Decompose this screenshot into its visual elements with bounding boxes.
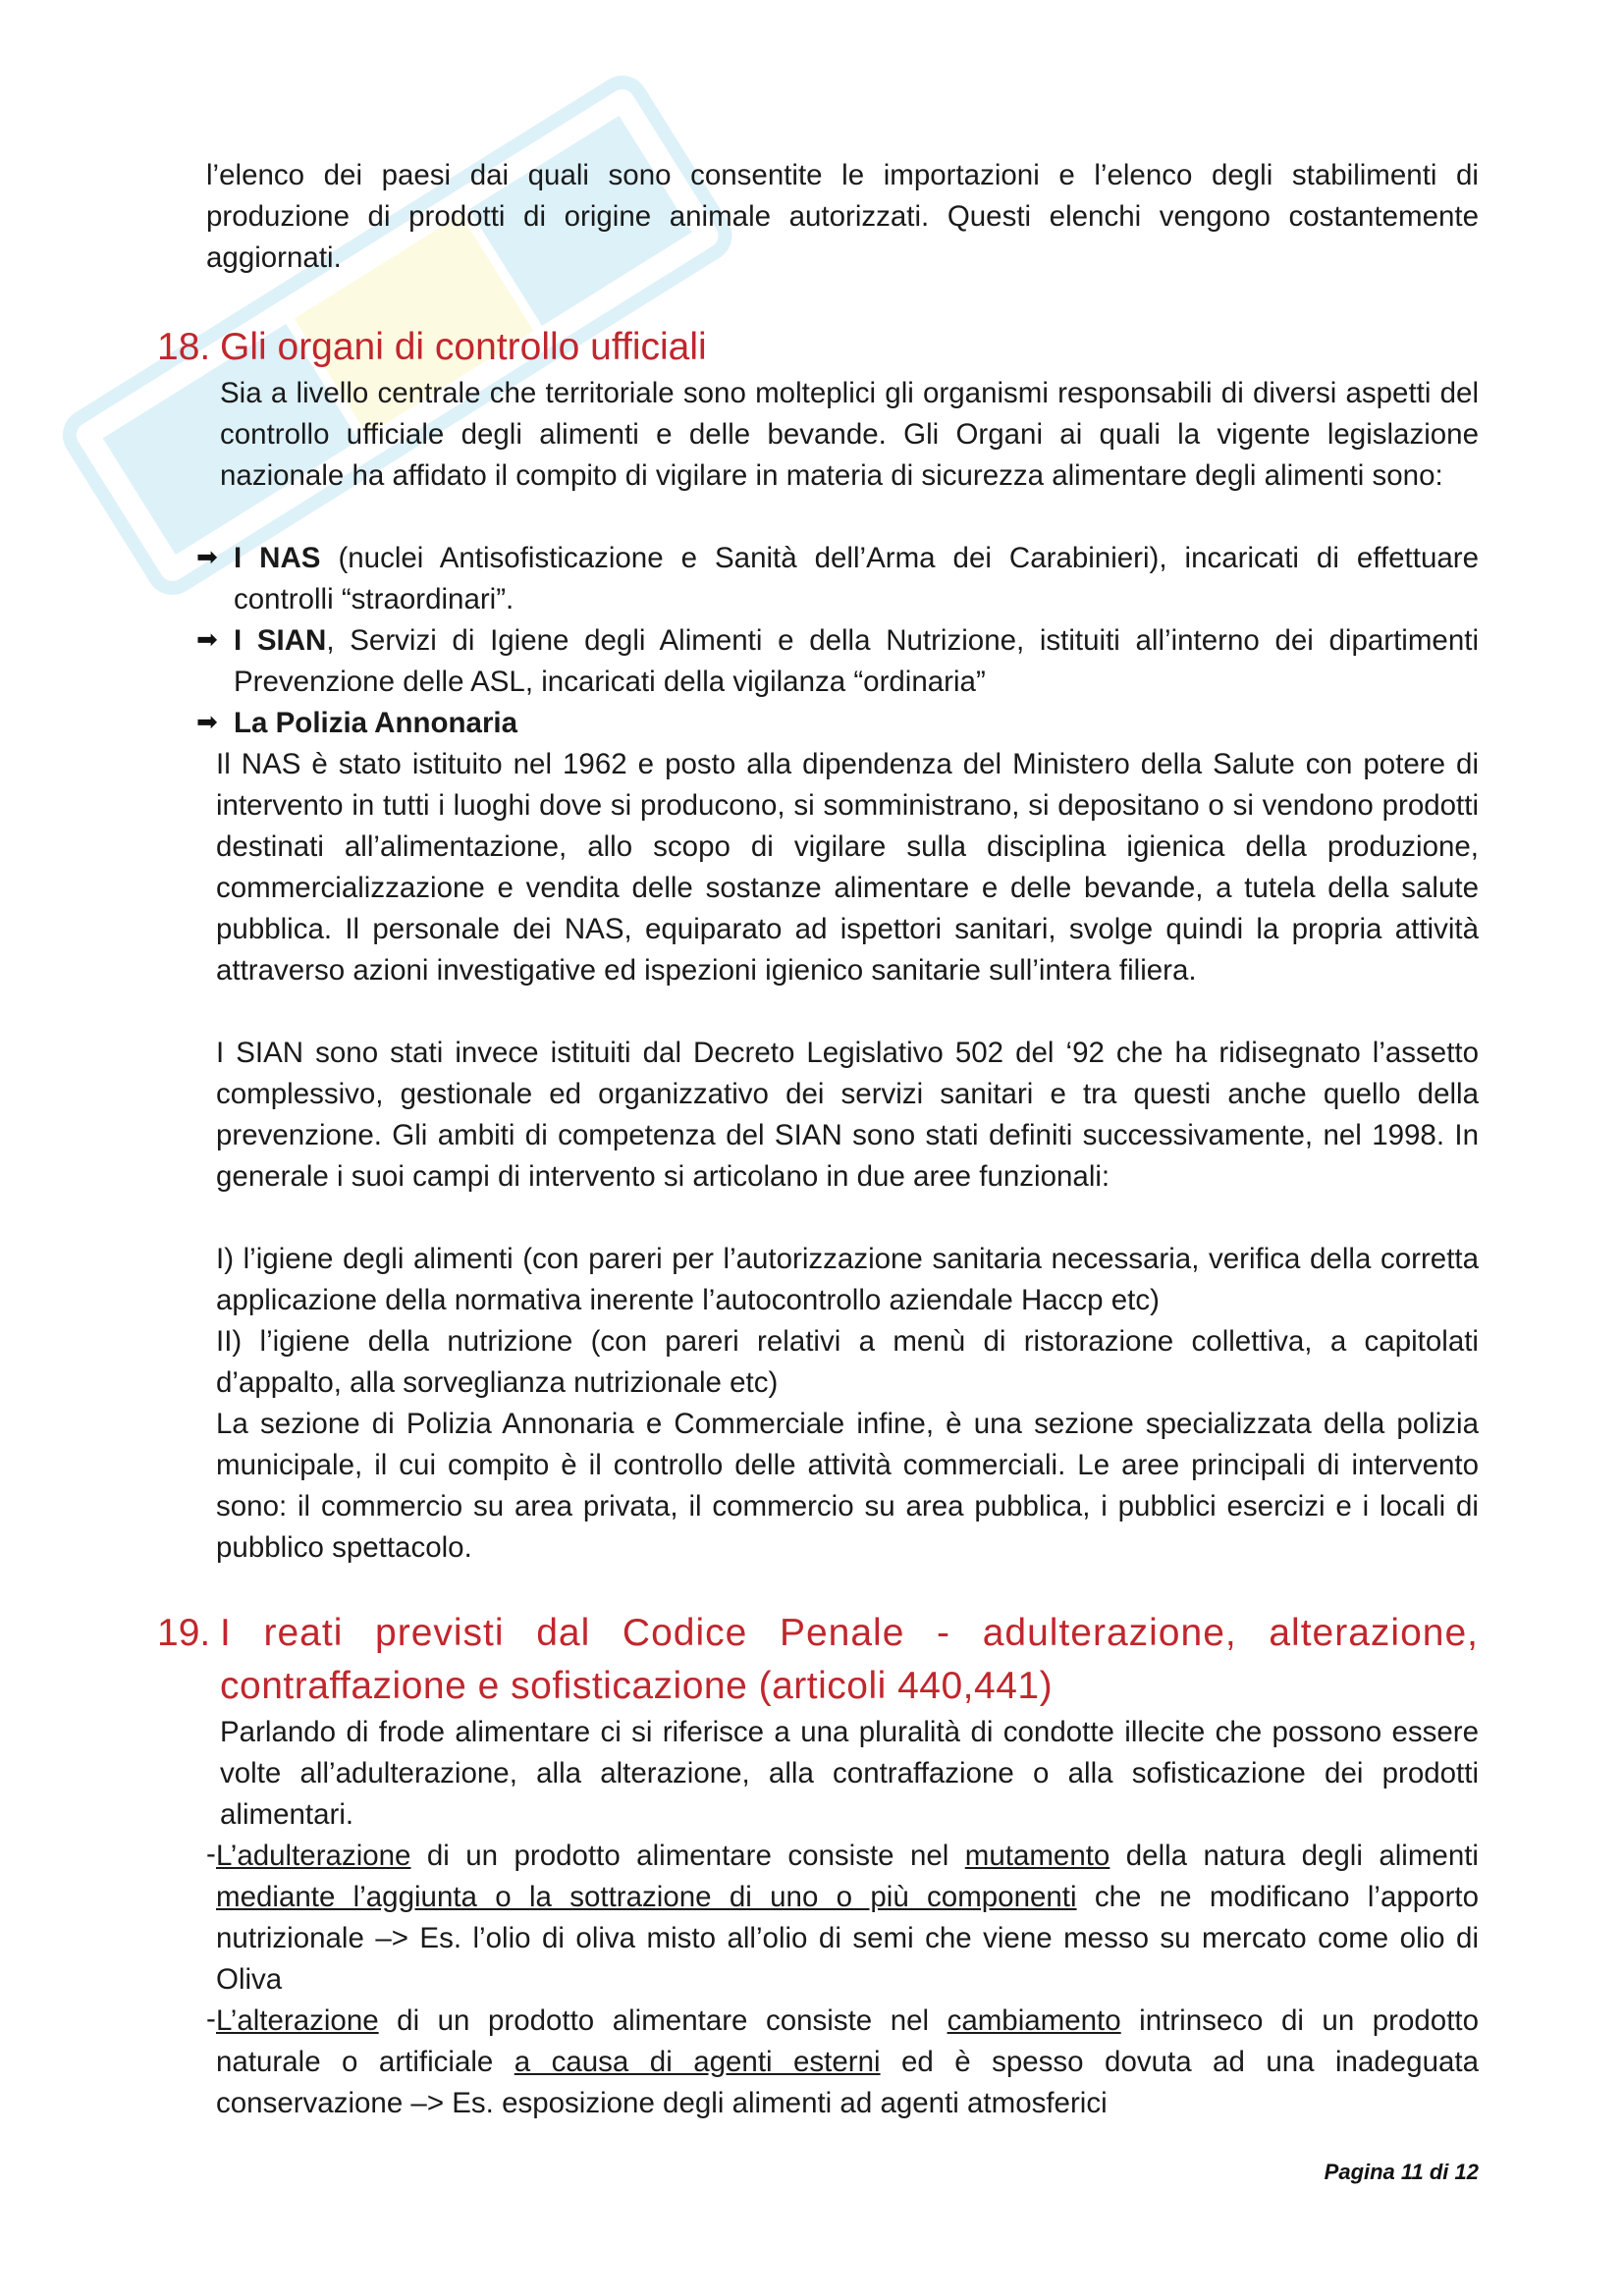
section-19-title-line2: contraffazione e sofisticazione (articoli 440,441) — [220, 1665, 1054, 1707]
section-18-title: Gli organi di controllo ufficiali — [220, 326, 707, 368]
alterazione-term: L’alterazione — [216, 2004, 379, 2037]
section-18-intro: Sia a livello centrale che territoriale sono molteplici gli organismi responsabili di diversi aspetti del controllo ufficiale degli alimenti e delle bevande. Gli Organi ai quali la vigente legislazione nazionale ha affidato il compito di vigilare in materia di sicurezza alimentare degli alimenti sono: — [220, 377, 1479, 492]
polizia-paragraph: La sezione di Polizia Annonaria e Commerciale infine, è una sezione specializzata della polizia municipale, il cui compito è il controllo delle attività commerciali. Le aree principali di intervento sono: il commercio su area privata, il commercio su area pubblica, i pubblici esercizi e i locali di pubblico spettacolo. — [216, 1408, 1479, 1564]
arrow-right-icon: ➡ — [196, 707, 218, 736]
sian-area-2: II) l’igiene della nutrizione (con pareri relativi a menù di ristorazione collettiva, a capitolati d’appalto, alla sorveglianza nutrizionale etc) — [216, 1325, 1479, 1399]
nas-paragraph: Il NAS è stato istituito nel 1962 e posto alla dipendenza del Ministero della Salute con potere di intervento in tutti i luoghi dove si producono, si somministrano, si depositano o si vendono prodotti destinati all’alimentazione, allo scopo di vigilare sulla disciplina igienica della produzione, commercializzazione e vendita delle sostanze alimentare e delle bevande, a tutela della salute pubblica. Il personale dei NAS, equiparato ad ispettori sanitari, svolge quindi la propria attività attraverso azioni investigative ed ispezioni igienico sanitarie sull’intera filiera. — [216, 748, 1479, 987]
sian-area-1: I) l’igiene degli alimenti (con pareri per l’autorizzazione sanitaria necessaria, verifica della corretta applicazione della normativa inerente l’autocontrollo aziendale Haccp etc) — [216, 1243, 1479, 1316]
arrow-right-icon: ➡ — [196, 542, 218, 571]
dash-bullet: - — [206, 2002, 216, 2035]
adulterazione-item: L’adulterazione di un prodotto alimentare consiste nel mutamento della natura degli alimenti mediante l’aggiunta o la sottrazione di uno o più componenti che ne modificano l’apporto nutrizionale –> Es. l’olio di oliva misto all’olio di semi che viene messo su mercato come olio di Oliva — [216, 1840, 1479, 1996]
bullet-nas — [234, 538, 1479, 620]
section-18-number: 18. — [157, 326, 211, 368]
arrow-right-icon: ➡ — [196, 624, 218, 654]
bullet-polizia-term: La Polizia Annonaria — [234, 707, 518, 739]
bullet-sian-term: I SIAN — [234, 624, 327, 657]
section-19-number: 19. — [157, 1612, 211, 1654]
intro-paragraph: l’elenco dei paesi dai quali sono consentite le importazioni e l’elenco degli stabilimenti di produzione di prodotti di origine animale autorizzati. Questi elenchi vengono costantemente aggiornati. — [206, 159, 1479, 274]
bullet-sian-text: , Servizi di Igiene degli Alimenti e della Nutrizione, istituiti all’interno dei dipartimenti Prevenzione delle ASL, incaricati della vigilanza “ordinaria” — [234, 624, 1479, 698]
bullet-polizia — [234, 703, 1479, 744]
section-19-title-line1: I reati previsti dal Codice Penale - adulterazione, alterazione, — [220, 1612, 1479, 1654]
dash-bullet: - — [206, 1838, 216, 1870]
bullet-nas-text: (nuclei Antisofisticazione e Sanità dell’Arma dei Carabinieri), incaricati di effettuare controlli “straordinari”. — [234, 542, 1479, 615]
bullet-sian — [234, 620, 1479, 703]
page-number: Pagina 11 di 12 — [1324, 2160, 1479, 2184]
sian-paragraph: I SIAN sono stati invece istituiti dal Decreto Legislativo 502 del ‘92 che ha ridisegnato l’assetto complessivo, gestionale ed organizzativo dei servizi sanitari e tra questi anche quello della prevenzione. Gli ambiti di competenza del SIAN sono stati definiti successivamente, nel 1998. In generale i suoi campi di intervento si articolano in due aree funzionali: — [216, 1037, 1479, 1193]
alterazione-item: L’alterazione di un prodotto alimentare consiste nel cambiamento intrinseco di un prodotto naturale o artificiale a causa di agenti esterni ed è spesso dovuta ad una inadeguata conservazione –> Es. esposizione degli alimenti ad agenti atmosferici — [216, 2004, 1479, 2119]
bullet-nas-term: I NAS — [234, 542, 321, 574]
section-19-intro: Parlando di frode alimentare ci si riferisce a una pluralità di condotte illecite che possono essere volte all’adulterazione, alla alterazione, alla contraffazione o alla sofisticazione dei prodotti alimentari. — [220, 1716, 1479, 1831]
adulterazione-term: L’adulterazione — [216, 1840, 411, 1872]
